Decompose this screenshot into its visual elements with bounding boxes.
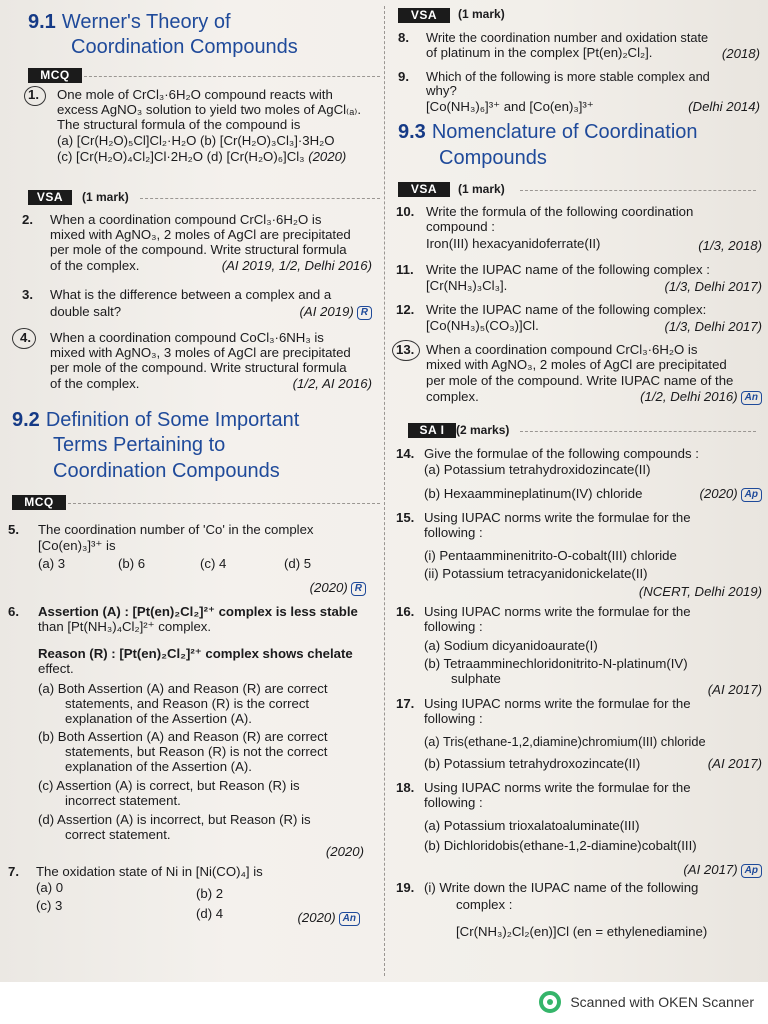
question-text: following : [424,795,483,810]
question-number: 8. [398,30,409,45]
question-number: 18. [396,780,415,795]
question-text: mixed with AgNO₃, 2 moles of AgCl are precipitated [426,357,727,372]
year-reference: (AI 2017) [707,756,762,771]
question-10 [396,204,762,254]
complex-formula: [Cr(NH₃)₂Cl₂(en)]Cl (en = ethylenediamine) [456,924,708,939]
section-number: 9.2 [12,409,40,431]
option-d: correct statement. [65,827,171,842]
option-c: incorrect statement. [65,793,181,808]
section-number: 9.3 [398,121,426,143]
question-number: 16. [396,604,415,619]
question-number: 19. [396,880,415,895]
badge-rule [140,198,380,199]
option-c: (c) 3 [36,898,63,913]
question-text: One mole of CrCl₃·6H₂O compound reacts with [57,87,333,102]
options-cd: (c) [Cr(H₂O)₄Cl₂]Cl·2H₂O (d) [Cr(H₂O)₆]Cl₃ (2020) [57,149,347,164]
question-text: per mole of the compound. Write structural formula [50,242,347,257]
question-number: 7. [8,864,19,879]
option-a: (a) Potassium tetrahydroxidozincate(II) [424,462,651,477]
mcq-badge: MCQ [28,68,82,83]
question-text: Give the formulae of the following compounds : [424,446,699,461]
question-text: mixed with AgNO₃, 2 moles of AgCl are precipitated [50,227,351,242]
option-a: (a) Tris(ethane-1,2,diamine)chromium(III) chloride [424,734,706,749]
question-12 [396,302,762,336]
question-text: per mole of the compound. Write structural formula [50,360,347,375]
vsa-badge: VSA [28,190,72,205]
section-number: 9.1 [28,11,56,33]
assertion-text: than [Pt(NH₃)₄Cl₂]²⁺ complex. [38,619,212,634]
option-a: (a) Potassium trioxalatoaluminate(III) [424,818,640,833]
difficulty-tag: R [357,306,372,320]
option-b: (b) 2 [196,886,224,901]
sa1-badge: SA I [408,423,456,438]
section-9-2-heading [12,408,299,433]
reason-text: effect. [38,661,74,676]
option-b: sulphate [451,671,501,686]
option-a: statements, and Reason (R) is the correct [65,696,310,711]
year-reference: (Delhi 2014) [688,99,760,114]
question-text: of the complex. [50,376,140,391]
year-reference: (NCERT, Delhi 2019) [638,584,762,599]
question-text: When a coordination compound CrCl₃·6H₂O is [50,212,322,227]
question-5 [8,522,380,598]
question-text: Using IUPAC norms write the formulae for the [424,696,691,711]
option-c: (c) Assertion (A) is correct, but Reason (R) is [38,778,300,793]
vsa-badge: VSA [398,182,450,197]
question-text: Write the formula of the following coordination [426,204,694,219]
question-text: Using IUPAC norms write the formulae for the [424,780,691,795]
question-6 [8,604,380,866]
question-text: complex : [456,897,513,912]
question-text: following : [424,711,483,726]
question-19 [396,880,762,950]
badge-rule [520,431,756,432]
question-number: 5. [8,522,19,537]
section-9-1-heading [28,10,231,35]
difficulty-tag: An [741,391,762,405]
question-text: why? [426,83,457,98]
question-text: following : [424,525,483,540]
marks-note: (1 mark) [458,182,505,196]
question-text: The coordination number of 'Co' in the complex [38,522,314,537]
question-9 [398,69,760,119]
question-8 [398,30,760,64]
question-text: double salt? [50,304,122,319]
question-4 [12,330,380,396]
question-number: 2. [22,212,33,227]
marks-note: (2 marks) [456,423,510,437]
difficulty-tag: Ap [741,488,762,502]
question-14 [396,446,762,504]
question-text: of platinum in the complex [Pt(en)₂Cl₂]. [426,45,653,60]
question-text: excess AgNO₃ solution to yield two moles of AgCl₍ₐ₎. [57,102,362,117]
question-text: per mole of the compound. Write IUPAC name of the [426,373,734,388]
question-text: (i) Write down the IUPAC name of the following [424,880,699,895]
question-number: 14. [396,446,415,461]
option-d: (d) 4 [196,906,224,921]
year-reference: (2020) Ap [700,486,762,502]
section-9-2-heading-line3: Coordination Compounds [53,460,280,482]
option-b: explanation of the Assertion (A). [65,759,252,774]
question-number: 15. [396,510,415,525]
option-a: explanation of the Assertion (A). [65,711,252,726]
question-text: The oxidation state of Ni in [Ni(CO)₄] is [36,864,263,879]
reason-text: Reason (R) : [Pt(en)₂Cl₂]²⁺ complex shows chelate [38,646,353,661]
question-number: 6. [8,604,19,619]
question-number: 4. [20,330,31,345]
option-c: (c) 4 [200,556,227,571]
option-a: (a) 3 [38,556,66,571]
year-reference: (AI 2019, 1/2, Delhi 2016) [221,258,372,273]
vsa-badge: VSA [398,8,450,23]
marks-note: (1 mark) [82,190,129,204]
question-text: complex. [426,389,479,404]
question-text: The structural formula of the compound is [57,117,301,132]
question-15 [396,510,762,599]
question-text: When a coordination compound CoCl₃·6NH₃ is [50,330,324,345]
scanner-label: Scanned with OKEN Scanner [570,994,754,1010]
question-text: Iron(III) hexacyanidoferrate(II) [426,236,601,251]
marks-note: (1 mark) [458,7,505,21]
option-d: (d) 5 [284,556,312,571]
question-3 [22,287,380,321]
question-text: Using IUPAC norms write the formulae for the [424,510,691,525]
option-b: (b) Potassium tetrahydroxozincate(II) [424,756,641,771]
question-text: compound : [426,219,495,234]
mcq-badge: MCQ [12,495,66,510]
options-ab: (a) [Cr(H₂O)₅Cl]Cl₂·H₂O (b) [Cr(H₂O)₃Cl₃]·3H₂O [57,133,335,148]
question-13 [392,342,762,408]
question-18 [396,780,762,876]
question-number: 11. [396,262,414,277]
question-1 [12,87,382,179]
question-text: Write the IUPAC name of the following complex: [426,302,707,317]
year-reference: (1/3, Delhi 2017) [664,319,762,334]
option-b: (b) Tetraamminechloridonitrito-N-platinum(IV) [424,656,688,671]
year-reference: (AI 2017) Ap [683,862,762,878]
question-number: 10. [396,204,415,219]
year-reference: (1/3, Delhi 2017) [664,279,762,294]
badge-rule [520,190,756,191]
question-text: Write the IUPAC name of the following complex : [426,262,710,277]
difficulty-tag: Ap [741,864,762,878]
question-number: 13. [396,342,415,357]
section-title-line: Werner's Theory of [61,11,231,33]
badge-rule [68,503,380,504]
year-reference: (1/2, AI 2016) [292,376,372,391]
option-i: (i) Pentaamminenitrito-O-cobalt(III) chloride [424,548,677,563]
question-2 [22,212,380,276]
option-d: (d) Assertion (A) is incorrect, but Reason (R) is [38,812,311,827]
year-reference: (1/3, 2018) [698,238,762,253]
option-a: (a) Both Assertion (A) and Reason (R) are correct [38,681,328,696]
question-16 [396,604,762,696]
question-11 [396,262,762,296]
question-number: 17. [396,696,415,711]
question-text: of the complex. [50,258,140,273]
scanner-watermark [539,991,754,1013]
year-reference: (AI 2017) [707,682,762,697]
question-17 [396,696,762,776]
section-9-2-heading-line2: Terms Pertaining to [53,434,226,456]
question-text: When a coordination compound CrCl₃·6H₂O is [426,342,698,357]
question-text: Using IUPAC norms write the formulae for the [424,604,691,619]
question-text: Write the coordination number and oxidation state [426,30,709,45]
option-b: (b) Both Assertion (A) and Reason (R) are correct [38,729,328,744]
section-title-line: Nomenclature of Coordination [431,121,698,143]
year-reference: (2020) R [310,580,366,596]
question-text: following : [424,619,483,634]
option-b: (b) Dichloridobis(ethane-1,2-diamine)cobalt(III) [424,838,697,853]
option-ii: (ii) Potassium tetracyanidonickelate(II) [424,566,648,581]
question-number: 9. [398,69,409,84]
year-reference: (2020) [325,844,364,859]
question-text: [Co(NH₃)₆]³⁺ and [Co(en)₃]³⁺ [426,99,594,114]
year-reference: (2020) An [298,910,360,926]
section-9-3-heading [398,120,698,145]
section-title-line: Definition of Some Important [45,409,300,431]
assertion-text: Assertion (A) : [Pt(en)₂Cl₂]²⁺ complex is less stable [38,604,358,619]
question-text: mixed with AgNO₃, 3 moles of AgCl are precipitated [50,345,351,360]
option-b: statements, but Reason (R) is not the correct [65,744,328,759]
question-text: What is the difference between a complex and a [50,287,332,302]
question-7 [8,864,380,926]
column-divider [384,6,385,976]
year-reference: (AI 2019) R [300,304,372,320]
question-number: 12. [396,302,415,317]
question-number: 1. [28,87,39,102]
section-9-1-heading-line2: Coordination Compounds [71,36,298,58]
question-text: Which of the following is more stable complex and [426,69,710,84]
difficulty-tag: An [339,912,360,926]
option-b: (b) 6 [118,556,146,571]
year-reference: (2018) [721,46,760,61]
oken-logo-icon [539,991,561,1013]
year-reference: (1/2, Delhi 2016) An [640,389,762,405]
badge-rule [84,76,380,77]
question-number: 3. [22,287,33,302]
difficulty-tag: R [351,582,366,596]
option-b: (b) Hexaammineplatinum(IV) chloride [424,486,643,501]
option-a: (a) 0 [36,880,64,895]
question-text: [Cr(NH₃)₃Cl₃]. [426,278,508,293]
question-text: [Co(NH₃)₅(CO₃)]Cl. [426,318,539,333]
option-a: (a) Sodium dicyanidoaurate(I) [424,638,598,653]
question-text: [Co(en)₃]³⁺ is [38,538,116,553]
section-9-3-heading-line2: Compounds [439,147,547,169]
